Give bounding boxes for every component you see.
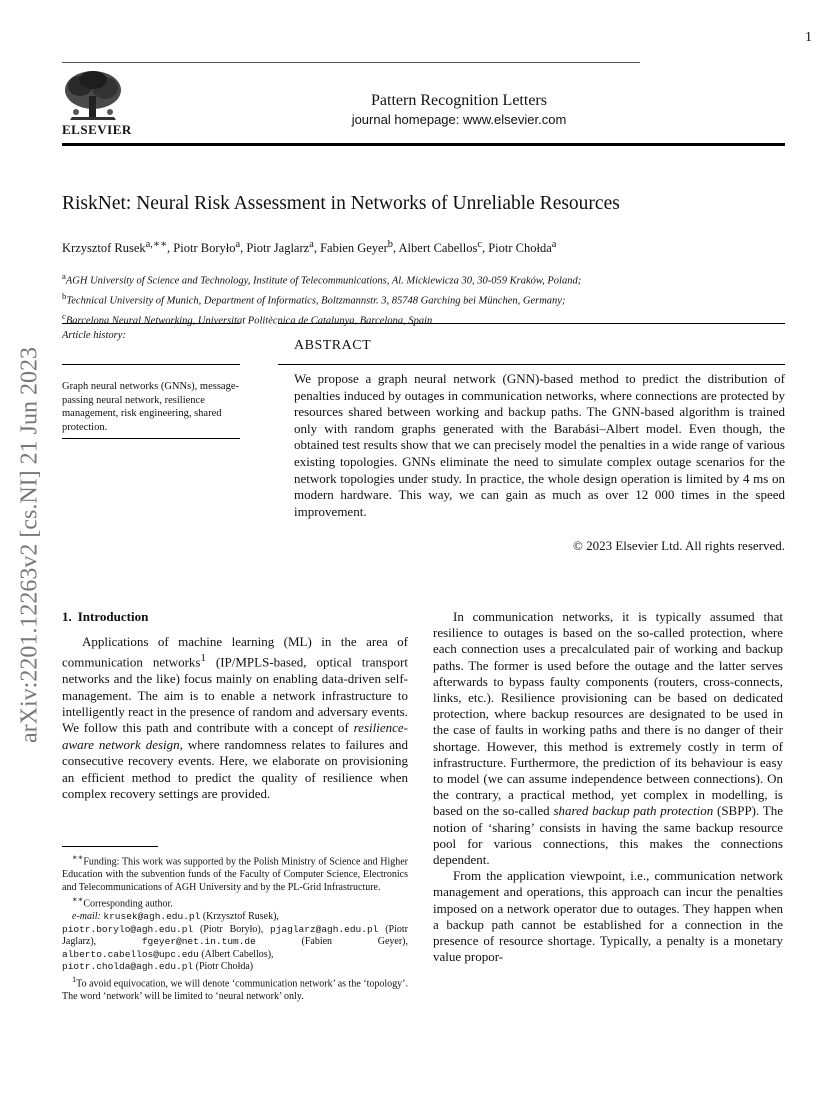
- history-bottom-rule: [62, 364, 240, 365]
- abstract-top-rule: [278, 323, 785, 324]
- keywords-rule: [62, 438, 240, 439]
- abstract-text: We propose a graph neural network (GNN)-based method to predict the distribution of penalties induced by outages in communication networks, where connections are protected by resources shared between working and backup paths. The GNN-based algorithm is trained only with random graphs generated with the Barabási–Albert model. Even though, the obtained test results show that we can precisely model the penalties in a wide range of various existing topologies. GNNs eliminate the need to simulate complex outage scenarios for the network topologies under study. In practice, the whole design operation is limited by 4 ms on modern hardware. This way, we can gain as much as over 12 000 times in the speed improvement.: [294, 371, 785, 519]
- email-link[interactable]: fgeyer@net.in.tum.de: [141, 936, 256, 948]
- email-link[interactable]: piotr.borylo@agh.edu.pl: [62, 923, 194, 935]
- author: Piotr Jaglarz$^a$,: [246, 239, 321, 256]
- footnote-1: $^1$To avoid equivocation, we will denote ‘communication network’ as the ‘topology’. The word ‘network’ will be limited to ‘neural network’ only.: [62, 975, 408, 1002]
- paper-title: RiskNet: Neural Risk Assessment in Networks of Unreliable Resources: [62, 193, 620, 214]
- section-number: 1.: [62, 609, 72, 624]
- footnote-rule: [62, 846, 158, 847]
- email-footnote: e-mail: krusek@agh.edu.pl (Krzysztof Rusek),: [72, 911, 279, 923]
- header-thick-rule: [62, 143, 785, 146]
- footnote-ref: 1: [200, 652, 206, 665]
- publisher-wordmark: ELSEVIER: [62, 122, 132, 137]
- email-link[interactable]: krusek@agh.edu.pl: [103, 911, 201, 923]
- corresponding-footnote: ∗∗Corresponding author.: [72, 895, 173, 910]
- email-link[interactable]: piotr.cholda@agh.edu.pl: [62, 961, 194, 973]
- intro-column-right: [433, 609, 783, 965]
- header-rule: [62, 62, 640, 63]
- paragraph: From the application viewpoint, i.e., communication network management and operations, this approach can incur the penalties imposed on a network operator due to outages. They happen when a backup path cannot be established for a connection in the presence of resource shortage. Typically, a penalty is a monetary value propor-: [433, 868, 783, 965]
- abstract-heading: ABSTRACT: [294, 338, 372, 353]
- author: Piotr Boryło$^a$,: [173, 239, 247, 256]
- section-heading: [62, 609, 148, 625]
- keywords: Graph neural networks (GNNs), message-passing neural network, resilience management, risk engineering, shared protection.: [62, 381, 239, 433]
- copyright-notice: © 2023 Elsevier Ltd. All rights reserved.: [572, 538, 785, 553]
- author: Fabien Geyer$^b$,: [320, 239, 399, 256]
- funding-footnote: ∗∗Funding: This work was supported by the Polish Ministry of Science and Higher Education with the subvention funds of the Faculty of Computer Science, Electronics and Telecommunications of AGH University and by the PL-Grid Infrastructure.: [62, 853, 408, 893]
- paragraph: Applications of machine learning (ML) in the area of communication networks$^1$ (IP/MPLS-based, optical transport networks and the like) focus mainly on enabling data-driven self-management. The aim is to enable a network infrastructure to intelligently react in the presence of random and adversary events. We follow this path and contribute with a concept of resilience-aware network design, where randomness relates to failures and consecutive recovery events. Here, we elaborate on provisioning an efficient method to predict the quality of resilience when complex recovery settings are provided.: [62, 634, 408, 801]
- intro-column-left: [62, 634, 408, 802]
- affiliations: [62, 269, 581, 329]
- author: Albert Cabellos$^c$,: [398, 239, 489, 256]
- email-link[interactable]: alberto.cabellos@upc.edu: [62, 948, 199, 960]
- author-list: [62, 238, 556, 256]
- affiliation: $^a$AGH University of Science and Technology, Institute of Telecommunications, Al. Mickiewicza 30, 30-059 Kraków, Poland;: [62, 271, 582, 287]
- arxiv-identifier: arXiv:2201.12263v2 [cs.NI] 21 Jun 2023: [16, 347, 43, 743]
- author: Piotr Chołda$^a$: [488, 239, 557, 256]
- affiliation: $^c$Barcelona Neural Networking, Universitat Politècnica de Catalunya, Barcelona, Spain: [62, 311, 433, 327]
- section-title: Introduction: [77, 609, 149, 624]
- email-link[interactable]: pjaglarz@agh.edu.pl: [270, 923, 379, 935]
- affiliation: $^b$Technical University of Munich, Department of Informatics, Boltzmannstr. 3, 85748 Garching bei München, Germany;: [62, 291, 566, 307]
- footnotes: [62, 852, 408, 1004]
- history-top-rule: [62, 323, 240, 324]
- article-history-label: Article history:: [62, 330, 126, 341]
- abstract-heading-rule: [278, 364, 785, 365]
- author: Krzysztof Rusek$^{a,∗∗}$,: [62, 239, 174, 256]
- journal-homepage: journal homepage: www.elsevier.com: [351, 112, 567, 127]
- journal-header: [0, 92, 828, 127]
- email-list: piotr.borylo@agh.edu.pl (Piotr Boryło), pjaglarz@agh.edu.pl (Piotr Jaglarz), fgeyer@net.in.tum.de (Fabien Geyer), alberto.cabellos@upc.edu (Albert Cabellos), piotr.cholda@agh.edu.pl (Piotr Chołda): [62, 923, 408, 973]
- page-number: 1: [805, 30, 812, 45]
- paragraph: In communication networks, it is typically assumed that resilience to outages is based on the so-called protection, where each connection uses a precalculated pair of working and backup paths. The former is used before the outage and the latter serves afterwards to bypass faulty components (routers, cross-connects, links, etc.). Resilience provisioning can be based on dedicated protection, where backup resources are designated to be used in the case of faults in working paths and there is no danger of their shortage. However, this method is extremely costly in term of infrastructure. Furthermore, the prediction of its behaviour is easy to model (we can assume independence between connections). On the contrary, a practical method, yet complex in modelling, is based on the so-called shared backup path protection (SBPP). The notion of ‘sharing’ consists in having the same backup resource pool for various connections, this makes the connections dependent.: [433, 609, 783, 868]
- journal-name: Pattern Recognition Letters: [371, 92, 547, 109]
- arxiv-sidebar: [10, 300, 50, 790]
